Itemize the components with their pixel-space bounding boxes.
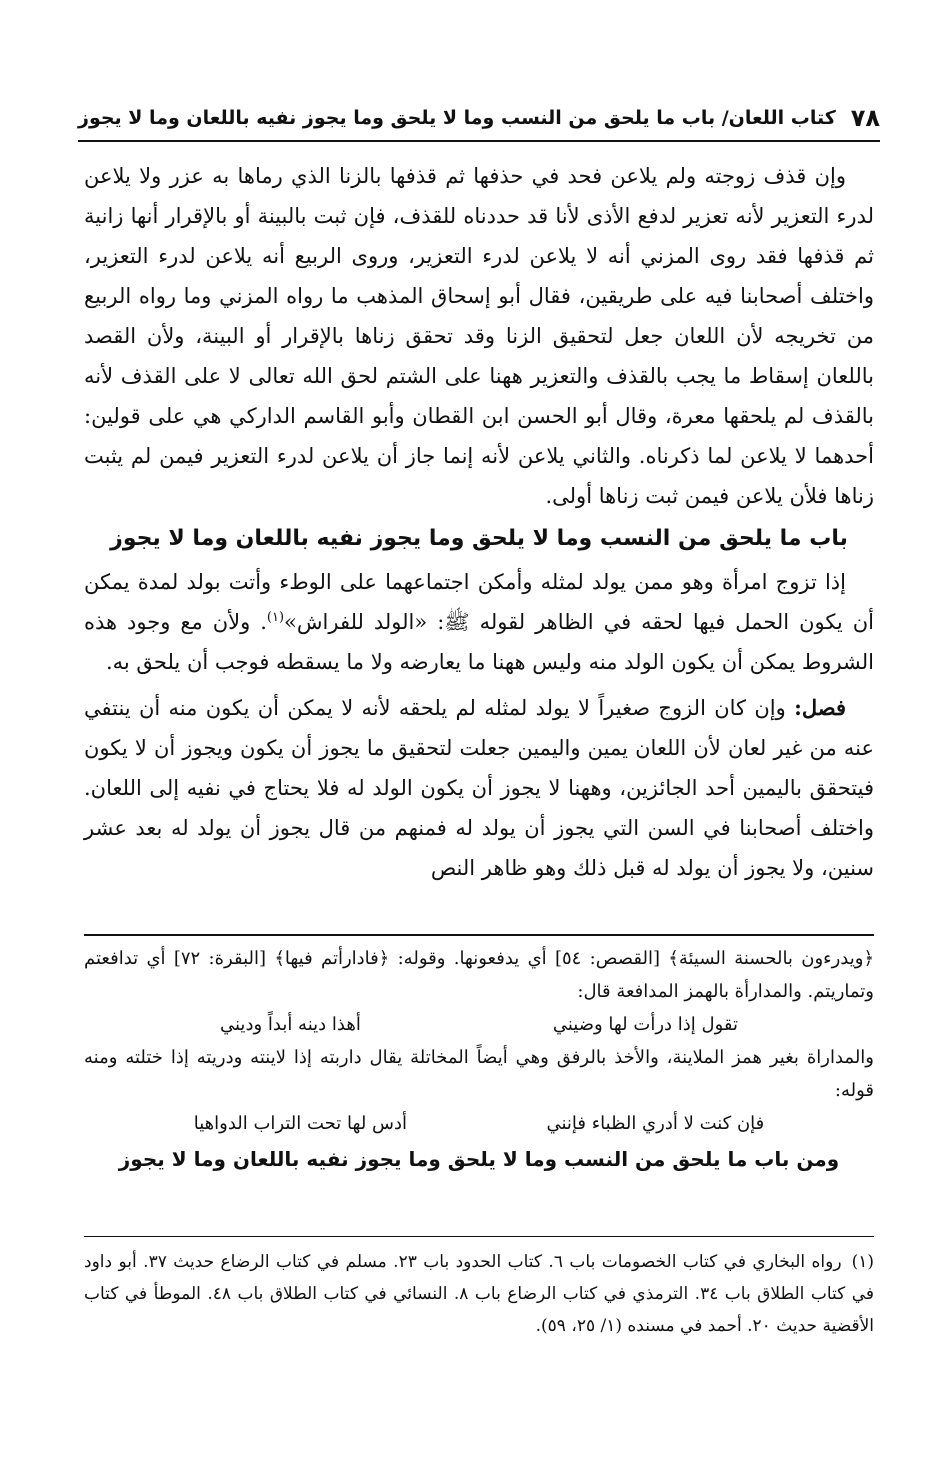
running-header bbox=[78, 96, 880, 142]
notes-heading: ومن باب ما يلحق من النسب وما لا يلحق وما يجوز نفيه باللعان وما لا يجوز bbox=[118, 1147, 840, 1171]
notes-line: ﴿ويدرءون بالحسنة السيئة﴾ [القصص: ٥٤] أي يدفعونها. وقوله: ﴿فادارأتم فيها﴾ [البقرة: ٧٢] أي تدافعتم وتماريتم. والمدارأة بالهمز المدافعة قال: bbox=[84, 948, 875, 1002]
footnotes bbox=[84, 1246, 874, 1342]
notes-divider bbox=[84, 934, 874, 936]
verse-hemistich-first: فإن كنت لا أدري الظباء فإنني bbox=[546, 1113, 765, 1134]
footnote bbox=[84, 1246, 874, 1342]
paragraph-fasl-text: وإن كان الزوج صغيراً لا يولد لمثله لم يلحقه لأنه لا يمكن أن يكون منه أن ينتفي عنه من غير لعان لأن اللعان يمين واليمين جعلت لتحقيق ما يجوز أن يكون ويجوز أن لا يكون فيتحقق باليمين أحد الجائزين، وههنا لا يجوز أن يكون الولد له فلا يحتاج في نفيه إلى اللعان. واختلف أصحابنا في السن التي يجوز أن يولد له فمنهم من قال يجوز أن يولد له بعد عشر سنين، ولا يجوز أن يولد له قبل ذلك وهو ظاهر النص bbox=[84, 696, 874, 880]
paragraph-nasab-text: إذا تزوج امرأة وهو ممن يولد لمثله وأمكن اجتماعهما على الوطء وأتت بولد لمدة يمكن أن يكون الحمل فيها لحقه في الظاهر لقوله ﷺ: «الولد للفراش» bbox=[84, 570, 874, 634]
verse-hemistich-first: تقول إذا درأت لها وضيني bbox=[552, 1014, 738, 1035]
chapter-heading: باب ما يلحق من النسب وما لا يلحق وما يجوز نفيه باللعان وما لا يجوز bbox=[110, 526, 848, 551]
fasl-label: فصل: bbox=[794, 695, 846, 720]
footnote-reference[interactable]: (١) bbox=[266, 610, 285, 625]
footnote-divider bbox=[84, 1236, 874, 1237]
commentary-notes bbox=[84, 942, 874, 1178]
paragraph-nasab-text-cont: . ولأن مع وجود هذه الشروط يمكن أن يكون الولد منه وليس ههنا ما يعارضه ولا ما يسقطه فوجب أن يلحق به. bbox=[84, 610, 874, 674]
verse-hemistich-second: أهذا دينه أبداً وديني bbox=[220, 1014, 361, 1035]
poetry-verse bbox=[84, 1107, 874, 1140]
poetry-verse bbox=[84, 1008, 874, 1041]
paragraph-qadhf: وإن قذف زوجته ولم يلاعن فحد في حذفها ثم قذفها بالزنا الذي رماها به عزر ولا يلاعن لدرء التعزير لأنه تعزير لدفع الأذى لأنا قد حددناه للقذف، فإن ثبت بالبينة أو بالإقرار أنها زانية ثم قذفها فقد روى المزني أنه لا يلاعن لدرء التعزير، وروى الربيع أنه يلاعن لدرء التعزير، واختلف أصحابنا فيه على طريقين، فقال أبو إسحاق المذهب ما رواه المزني وما رواه الربيع من تخريجه لأن اللعان جعل لتحقيق الزنا وقد تحقق زناها بالإقرار أو البينة، ولأن القصد باللعان إسقاط ما يجب بالقذف والتعزير ههنا على الشتم لحق الله تعالى لا على القذف لأنه بالقذف لم يلحقها معرة، وقال أبو الحسن ابن القطان وأبو القاسم الداركي هي على قولين: أحدهما لا يلاعن لما ذكرناه. والثاني يلاعن لأنه إنما جاز أن يلاعن لدرء التعزير فيمن لم يثبت زناها فلأن يلاعن فيمن ثبت زناها أولى. bbox=[84, 164, 874, 508]
running-title: كتاب اللعان/ باب ما يلحق من النسب وما لا يلحق وما يجوز نفيه باللعان وما لا يجوز bbox=[78, 107, 836, 129]
footnote-text: رواه البخاري في كتاب الخصومات باب ٦. كتاب الحدود باب ٢٣. مسلم في كتاب الرضاع حديث ٣٧. أبو داود في كتاب الطلاق باب ٣٤. الترمذي في كتاب الرضاع باب ٨. النسائي في كتاب الطلاق باب ٤٨. الموطأ في كتاب الأقضية حديث ٢٠. أحمد في مسنده (١/ ٢٥، ٥٩). bbox=[84, 1252, 874, 1336]
footnote-number: (١) bbox=[851, 1252, 874, 1272]
verse-hemistich-second: أدس لها تحت التراب الدواهيا bbox=[193, 1113, 408, 1134]
paragraph-nasab bbox=[84, 562, 874, 682]
main-text bbox=[84, 156, 874, 888]
notes-line: والمداراة بغير همز الملاينة، والأخذ بالرفق وهي أيضاً المخاتلة يقال داربته إذا لاينته ودريته إذا ختلته ومنه قوله: bbox=[84, 1047, 874, 1101]
paragraph-fasl bbox=[84, 688, 874, 888]
page-number: ٧٨ bbox=[850, 104, 880, 132]
